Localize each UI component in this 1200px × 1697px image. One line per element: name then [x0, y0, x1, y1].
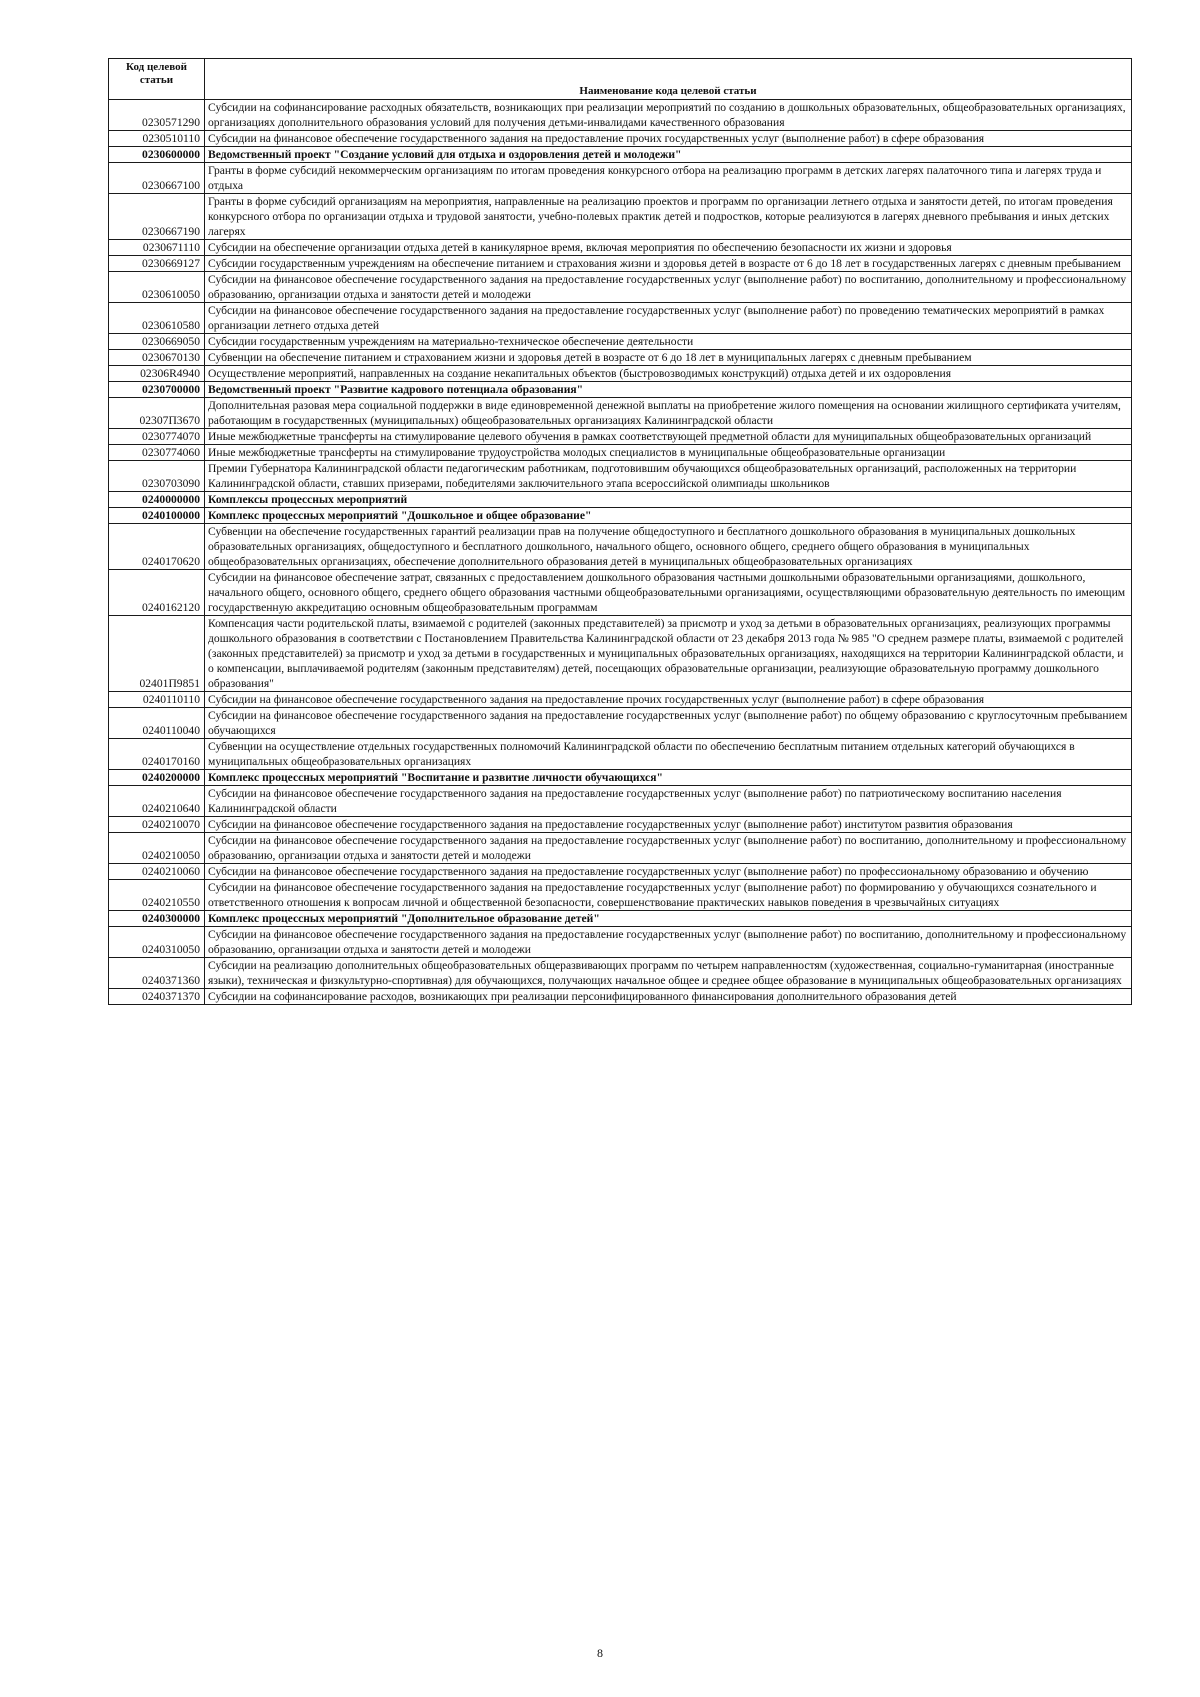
row-code: 0230610050: [109, 272, 205, 303]
section-row: [109, 911, 1132, 927]
row-code: 0230571290: [109, 100, 205, 131]
row-code: 02306R4940: [109, 366, 205, 382]
table-row: [109, 350, 1132, 366]
row-code: 0240210060: [109, 864, 205, 880]
row-name: Субсидии государственным учреждениям на обеспечение питанием и страхования жизни и здоровья детей в возрасте от 6 до 18 лет в государственных лагерях с дневным пребыванием: [205, 256, 1132, 272]
row-name: Осуществление мероприятий, направленных на создание некапитальных объектов (быстровозводимых конструкций) отдыха детей и их оздоровления: [205, 366, 1132, 382]
row-code: 0240371370: [109, 989, 205, 1005]
row-name: Иные межбюджетные трансферты на стимулирование трудоустройства молодых специалистов в муниципальные общеобразовательные организации: [205, 445, 1132, 461]
row-name: Субсидии на финансовое обеспечение затрат, связанных с предоставлением дошкольного образования частными дошкольными образовательными организациями, дошкольного, начального общего, основного общего, среднего общего образования частными общеобразовательными организациями, осуществляющими образовательную деятельность по имеющим государственную аккредитацию основным общеобразовательным программам: [205, 570, 1132, 616]
row-name: Гранты в форме субсидий организациям на мероприятия, направленные на реализацию проектов и программ по организации летнего отдыха и занятости детей, по итогам проведения конкурсного отбора по организации отдыха и трудовой занятости, учебно-полевых практик детей и подростков, которые реализуются в лагерях дневного пребывания и иных детских лагерях: [205, 194, 1132, 240]
row-name: Субсидии на софинансирование расходов, возникающих при реализации персонифицированного финансирования дополнительного образования детей: [205, 989, 1132, 1005]
row-name: Субсидии на финансовое обеспечение государственного задания на предоставление государственных услуг (выполнение работ) по воспитанию, дополнительному и профессиональному образованию, организации отдыха и занятости детей и молодежи: [205, 927, 1132, 958]
row-code: 0240371360: [109, 958, 205, 989]
table-row: [109, 616, 1132, 692]
table-row: [109, 786, 1132, 817]
row-code: 0240200000: [109, 770, 205, 786]
row-name: Премии Губернатора Калининградской области педагогическим работникам, подготовившим обучающихся общеобразовательных организаций, расположенных на территории Калининградской области, ставших призерами, победителями заключительного этапа всероссийской олимпиады школьников: [205, 461, 1132, 492]
row-name: Субсидии на финансовое обеспечение государственного задания на предоставление государственных услуг (выполнение работ) институтом развития образования: [205, 817, 1132, 833]
row-name: Субсидии на финансовое обеспечение государственного задания на предоставление государственных услуг (выполнение работ) по воспитанию, дополнительному и профессиональному образованию, организации отдыха и занятости детей и молодежи: [205, 833, 1132, 864]
row-code: 0240210640: [109, 786, 205, 817]
row-name: Комплексы процессных мероприятий: [205, 492, 1132, 508]
table-row: [109, 131, 1132, 147]
row-code: 0230510110: [109, 131, 205, 147]
table-row: [109, 100, 1132, 131]
row-name: Дополнительная разовая мера социальной поддержки в виде единовременной денежной выплаты на приобретение жилого помещения на основании жилищного сертификата учителям, работающим в государственных (муниципальных) общеобразовательных организациях Калининградской области: [205, 398, 1132, 429]
row-code: 0240170620: [109, 524, 205, 570]
row-code: 0240170160: [109, 739, 205, 770]
table-row: [109, 692, 1132, 708]
row-code: 0230700000: [109, 382, 205, 398]
row-name: Субвенции на осуществление отдельных государственных полномочий Калининградской области по обеспечению бесплатным питанием отдельных категорий обучающихся в муниципальных общеобразовательных организациях: [205, 739, 1132, 770]
row-code: 0240310050: [109, 927, 205, 958]
table-row: [109, 240, 1132, 256]
table-row: [109, 272, 1132, 303]
row-name: Субсидии на финансовое обеспечение государственного задания на предоставление прочих государственных услуг (выполнение работ) в сфере образования: [205, 131, 1132, 147]
row-name: Субсидии государственным учреждениям на материально-техническое обеспечение деятельности: [205, 334, 1132, 350]
row-name: Субсидии на софинансирование расходных обязательств, возникающих при реализации мероприятий по созданию в дошкольных образовательных, общеобразовательных организациях, организациях дополнительного образования условий для получения детьми-инвалидами качественного образования: [205, 100, 1132, 131]
row-name: Ведомственный проект "Создание условий для отдыха и оздоровления детей и молодежи": [205, 147, 1132, 163]
row-name: Субвенции на обеспечение питанием и страхованием жизни и здоровья детей в возрасте от 6 до 18 лет в муниципальных лагерях с дневным пребыванием: [205, 350, 1132, 366]
row-code: 0240210550: [109, 880, 205, 911]
row-code: 0230610580: [109, 303, 205, 334]
table-row: [109, 334, 1132, 350]
row-name: Иные межбюджетные трансферты на стимулирование целевого обучения в рамках соответствующей предметной области для муниципальных общеобразовательных организаций: [205, 429, 1132, 445]
table-row: [109, 366, 1132, 382]
row-code: 0240210070: [109, 817, 205, 833]
row-name: Субвенции на обеспечение государственных гарантий реализации прав на получение общедоступного и бесплатного дошкольного образования в муниципальных дошкольных образовательных организациях, общедоступного и бесплатного дошкольного, начального общего, основного общего, среднего общего образования в муниципальных общеобразовательных организациях, обеспечение дополнительного образования детей в муниципальных общеобразовательных организациях: [205, 524, 1132, 570]
section-row: [109, 508, 1132, 524]
row-code: 0240162120: [109, 570, 205, 616]
table-row: [109, 303, 1132, 334]
table-row: [109, 163, 1132, 194]
section-row: [109, 382, 1132, 398]
table-row: [109, 864, 1132, 880]
table-row: [109, 194, 1132, 240]
row-code: 0240110040: [109, 708, 205, 739]
row-name: Субсидии на финансовое обеспечение государственного задания на предоставление государственных услуг (выполнение работ) по общему образованию с круглосуточным пребыванием обучающихся: [205, 708, 1132, 739]
section-row: [109, 492, 1132, 508]
row-name: Комплекс процессных мероприятий "Дошкольное и общее образование": [205, 508, 1132, 524]
section-row: [109, 770, 1132, 786]
row-code: 02401П9851: [109, 616, 205, 692]
row-code: 0230669127: [109, 256, 205, 272]
row-name: Гранты в форме субсидий некоммерческим организациям по итогам проведения конкурсного отбора на реализацию программ в детских лагерях палаточного типа и лагерях труда и отдыха: [205, 163, 1132, 194]
table-header-row: [109, 59, 1132, 100]
row-code: 0230667100: [109, 163, 205, 194]
row-code: 0240210050: [109, 833, 205, 864]
row-code: 0240000000: [109, 492, 205, 508]
table-row: [109, 708, 1132, 739]
page-number: 8: [597, 1646, 603, 1660]
header-code: Код целевой статьи: [109, 59, 205, 100]
row-code: 0230774070: [109, 429, 205, 445]
table-row: [109, 880, 1132, 911]
table-row: [109, 570, 1132, 616]
row-code: 0230703090: [109, 461, 205, 492]
row-name: Субсидии на финансовое обеспечение государственного задания на предоставление государственных услуг (выполнение работ) по профессиональному образованию и обучению: [205, 864, 1132, 880]
row-code: 0230669050: [109, 334, 205, 350]
row-name: Комплекс процессных мероприятий "Дополнительное образование детей": [205, 911, 1132, 927]
table-row: [109, 739, 1132, 770]
row-name: Субсидии на финансовое обеспечение государственного задания на предоставление государственных услуг (выполнение работ) по формированию у обучающихся сознательного и ответственного отношения к вопросам личной и общественной безопасности, совершенствование практических навыков поведения в чрезвычайных ситуациях: [205, 880, 1132, 911]
row-code: 02307П3670: [109, 398, 205, 429]
table-row: [109, 461, 1132, 492]
row-code: 0230600000: [109, 147, 205, 163]
table-row: [109, 398, 1132, 429]
row-name: Субсидии на реализацию дополнительных общеобразовательных общеразвивающих программ по четырем направленностям (художественная, социально-гуманитарная (иностранные языки), техническая и физкультурно-спортивная) для обучающихся, получающих начальное общее и среднее общее образование в муниципальных общеобразовательных организациях: [205, 958, 1132, 989]
header-name: Наименование кода целевой статьи: [205, 59, 1132, 100]
table-row: [109, 817, 1132, 833]
table-body: [109, 100, 1132, 1005]
table-row: [109, 833, 1132, 864]
table-row: [109, 927, 1132, 958]
table-row: [109, 524, 1132, 570]
target-article-codes-table: [108, 58, 1132, 1005]
row-code: 0240100000: [109, 508, 205, 524]
row-code: 0230671110: [109, 240, 205, 256]
table-row: [109, 989, 1132, 1005]
row-code: 0230670130: [109, 350, 205, 366]
table-row: [109, 256, 1132, 272]
section-row: [109, 147, 1132, 163]
row-name: Субсидии на финансовое обеспечение государственного задания на предоставление государственных услуг (выполнение работ) по патриотическому воспитанию населения Калининградской области: [205, 786, 1132, 817]
row-code: 0240110110: [109, 692, 205, 708]
row-name: Субсидии на обеспечение организации отдыха детей в каникулярное время, включая мероприятия по обеспечению безопасности их жизни и здоровья: [205, 240, 1132, 256]
row-code: 0230774060: [109, 445, 205, 461]
row-name: Ведомственный проект "Развитие кадрового потенциала образования": [205, 382, 1132, 398]
row-name: Субсидии на финансовое обеспечение государственного задания на предоставление государственных услуг (выполнение работ) по воспитанию, дополнительному и профессиональному образованию, организации отдыха и занятости детей и молодежи: [205, 272, 1132, 303]
row-name: Комплекс процессных мероприятий "Воспитание и развитие личности обучающихся": [205, 770, 1132, 786]
row-name: Компенсация части родительской платы, взимаемой с родителей (законных представителей) за присмотр и уход за детьми в образовательных организациях, реализующих программы дошкольного образования в соответствии с Постановлением Правительства Калининградской области от 23 декабря 2013 года № 985 "О среднем размере платы, взимаемой с родителей (законных представителей) за присмотр и уход за детьми в государственных и муниципальных образовательных организациях, находящихся на территории Калининградской области, и о компенсации, выплачиваемой родителям (законным представителям) детей, посещающих образовательные организации, реализующие образовательную программу дошкольного образования": [205, 616, 1132, 692]
table-row: [109, 429, 1132, 445]
table-row: [109, 958, 1132, 989]
row-code: 0240300000: [109, 911, 205, 927]
row-name: Субсидии на финансовое обеспечение государственного задания на предоставление государственных услуг (выполнение работ) по проведению тематических мероприятий в рамках организации летнего отдыха детей: [205, 303, 1132, 334]
row-name: Субсидии на финансовое обеспечение государственного задания на предоставление прочих государственных услуг (выполнение работ) в сфере образования: [205, 692, 1132, 708]
row-code: 0230667190: [109, 194, 205, 240]
table-row: [109, 445, 1132, 461]
